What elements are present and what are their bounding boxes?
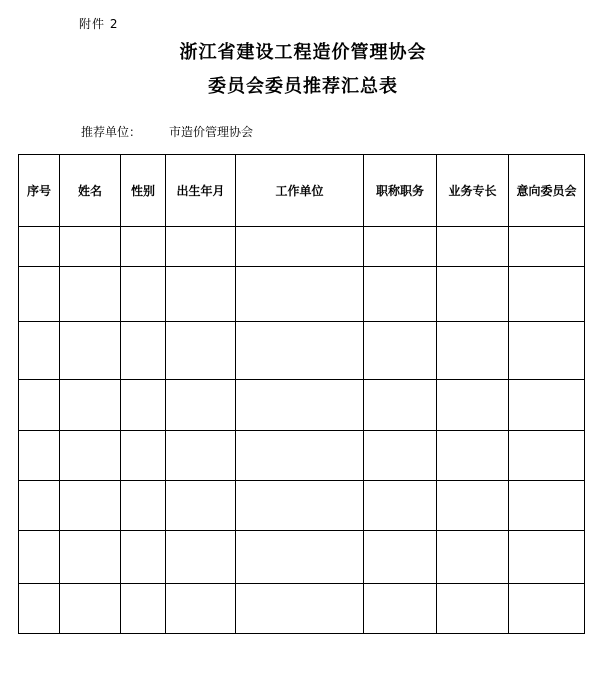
table-cell[interactable] xyxy=(364,584,437,634)
table-cell[interactable] xyxy=(364,531,437,584)
table-cell[interactable] xyxy=(166,227,236,267)
table-cell[interactable] xyxy=(121,267,166,322)
table-cell[interactable] xyxy=(19,227,60,267)
table-cell[interactable] xyxy=(166,267,236,322)
table-cell[interactable] xyxy=(19,584,60,634)
table-cell[interactable] xyxy=(236,267,364,322)
table-cell[interactable] xyxy=(60,322,121,380)
table-cell[interactable] xyxy=(236,227,364,267)
table-cell[interactable] xyxy=(60,584,121,634)
table-cell[interactable] xyxy=(437,227,509,267)
recommending-unit xyxy=(81,124,253,140)
header-birth-date: 出生年月 xyxy=(166,155,236,227)
table-cell[interactable] xyxy=(236,431,364,481)
document-title-line2: 委员会委员推荐汇总表 xyxy=(208,76,398,97)
table-cell[interactable] xyxy=(60,431,121,481)
table-cell[interactable] xyxy=(364,481,437,531)
table-row xyxy=(19,431,585,481)
table-cell[interactable] xyxy=(236,584,364,634)
header-work-unit: 工作单位 xyxy=(236,155,364,227)
table-cell[interactable] xyxy=(509,584,585,634)
table-cell[interactable] xyxy=(19,481,60,531)
table-cell[interactable] xyxy=(121,227,166,267)
header-name: 姓名 xyxy=(60,155,121,227)
table-cell[interactable] xyxy=(364,267,437,322)
table-row xyxy=(19,584,585,634)
recommending-unit-value: 市造价管理协会 xyxy=(169,125,254,139)
table-cell[interactable] xyxy=(19,267,60,322)
table-cell[interactable] xyxy=(236,481,364,531)
table-cell[interactable] xyxy=(364,431,437,481)
table-cell[interactable] xyxy=(121,531,166,584)
header-intended-committee: 意向委员会 xyxy=(509,155,585,227)
table-cell[interactable] xyxy=(60,531,121,584)
table-cell[interactable] xyxy=(121,380,166,431)
table-cell[interactable] xyxy=(509,531,585,584)
table-cell[interactable] xyxy=(19,531,60,584)
table-cell[interactable] xyxy=(19,322,60,380)
table-cell[interactable] xyxy=(166,584,236,634)
table-cell[interactable] xyxy=(60,380,121,431)
table-row xyxy=(19,267,585,322)
table-cell[interactable] xyxy=(166,380,236,431)
table-cell[interactable] xyxy=(121,431,166,481)
header-serial-number: 序号 xyxy=(19,155,60,227)
table-cell[interactable] xyxy=(364,380,437,431)
table-cell[interactable] xyxy=(437,481,509,531)
table-cell[interactable] xyxy=(509,380,585,431)
table-cell[interactable] xyxy=(509,481,585,531)
table-cell[interactable] xyxy=(166,481,236,531)
table-cell[interactable] xyxy=(19,431,60,481)
table-cell[interactable] xyxy=(509,267,585,322)
table-cell[interactable] xyxy=(121,481,166,531)
table-cell[interactable] xyxy=(437,431,509,481)
table-row xyxy=(19,322,585,380)
document-title-line1: 浙江省建设工程造价管理协会 xyxy=(179,42,427,63)
table-cell[interactable] xyxy=(437,322,509,380)
table-cell[interactable] xyxy=(166,431,236,481)
header-title-position: 职称职务 xyxy=(364,155,437,227)
table-cell[interactable] xyxy=(236,322,364,380)
table-cell[interactable] xyxy=(364,227,437,267)
table-cell[interactable] xyxy=(166,322,236,380)
table-cell[interactable] xyxy=(121,584,166,634)
header-specialty: 业务专长 xyxy=(437,155,509,227)
table-cell[interactable] xyxy=(437,584,509,634)
table-cell[interactable] xyxy=(509,227,585,267)
table-row xyxy=(19,227,585,267)
table-cell[interactable] xyxy=(236,531,364,584)
table-cell[interactable] xyxy=(364,322,437,380)
table-row xyxy=(19,481,585,531)
table-cell[interactable] xyxy=(509,322,585,380)
table-header-row xyxy=(19,155,585,227)
table-row xyxy=(19,531,585,584)
table-cell[interactable] xyxy=(437,380,509,431)
recommending-unit-label: 推荐单位： xyxy=(81,125,142,139)
attachment-label: 附件 2 xyxy=(79,17,119,31)
table-cell[interactable] xyxy=(60,227,121,267)
table-cell[interactable] xyxy=(437,531,509,584)
table-row xyxy=(19,380,585,431)
recommendation-summary-table xyxy=(18,154,585,634)
table-cell[interactable] xyxy=(166,531,236,584)
table-cell[interactable] xyxy=(19,380,60,431)
header-gender: 性别 xyxy=(121,155,166,227)
table-cell[interactable] xyxy=(121,322,166,380)
table-cell[interactable] xyxy=(509,431,585,481)
table-cell[interactable] xyxy=(236,380,364,431)
table-cell[interactable] xyxy=(60,267,121,322)
table-cell[interactable] xyxy=(60,481,121,531)
table-cell[interactable] xyxy=(437,267,509,322)
